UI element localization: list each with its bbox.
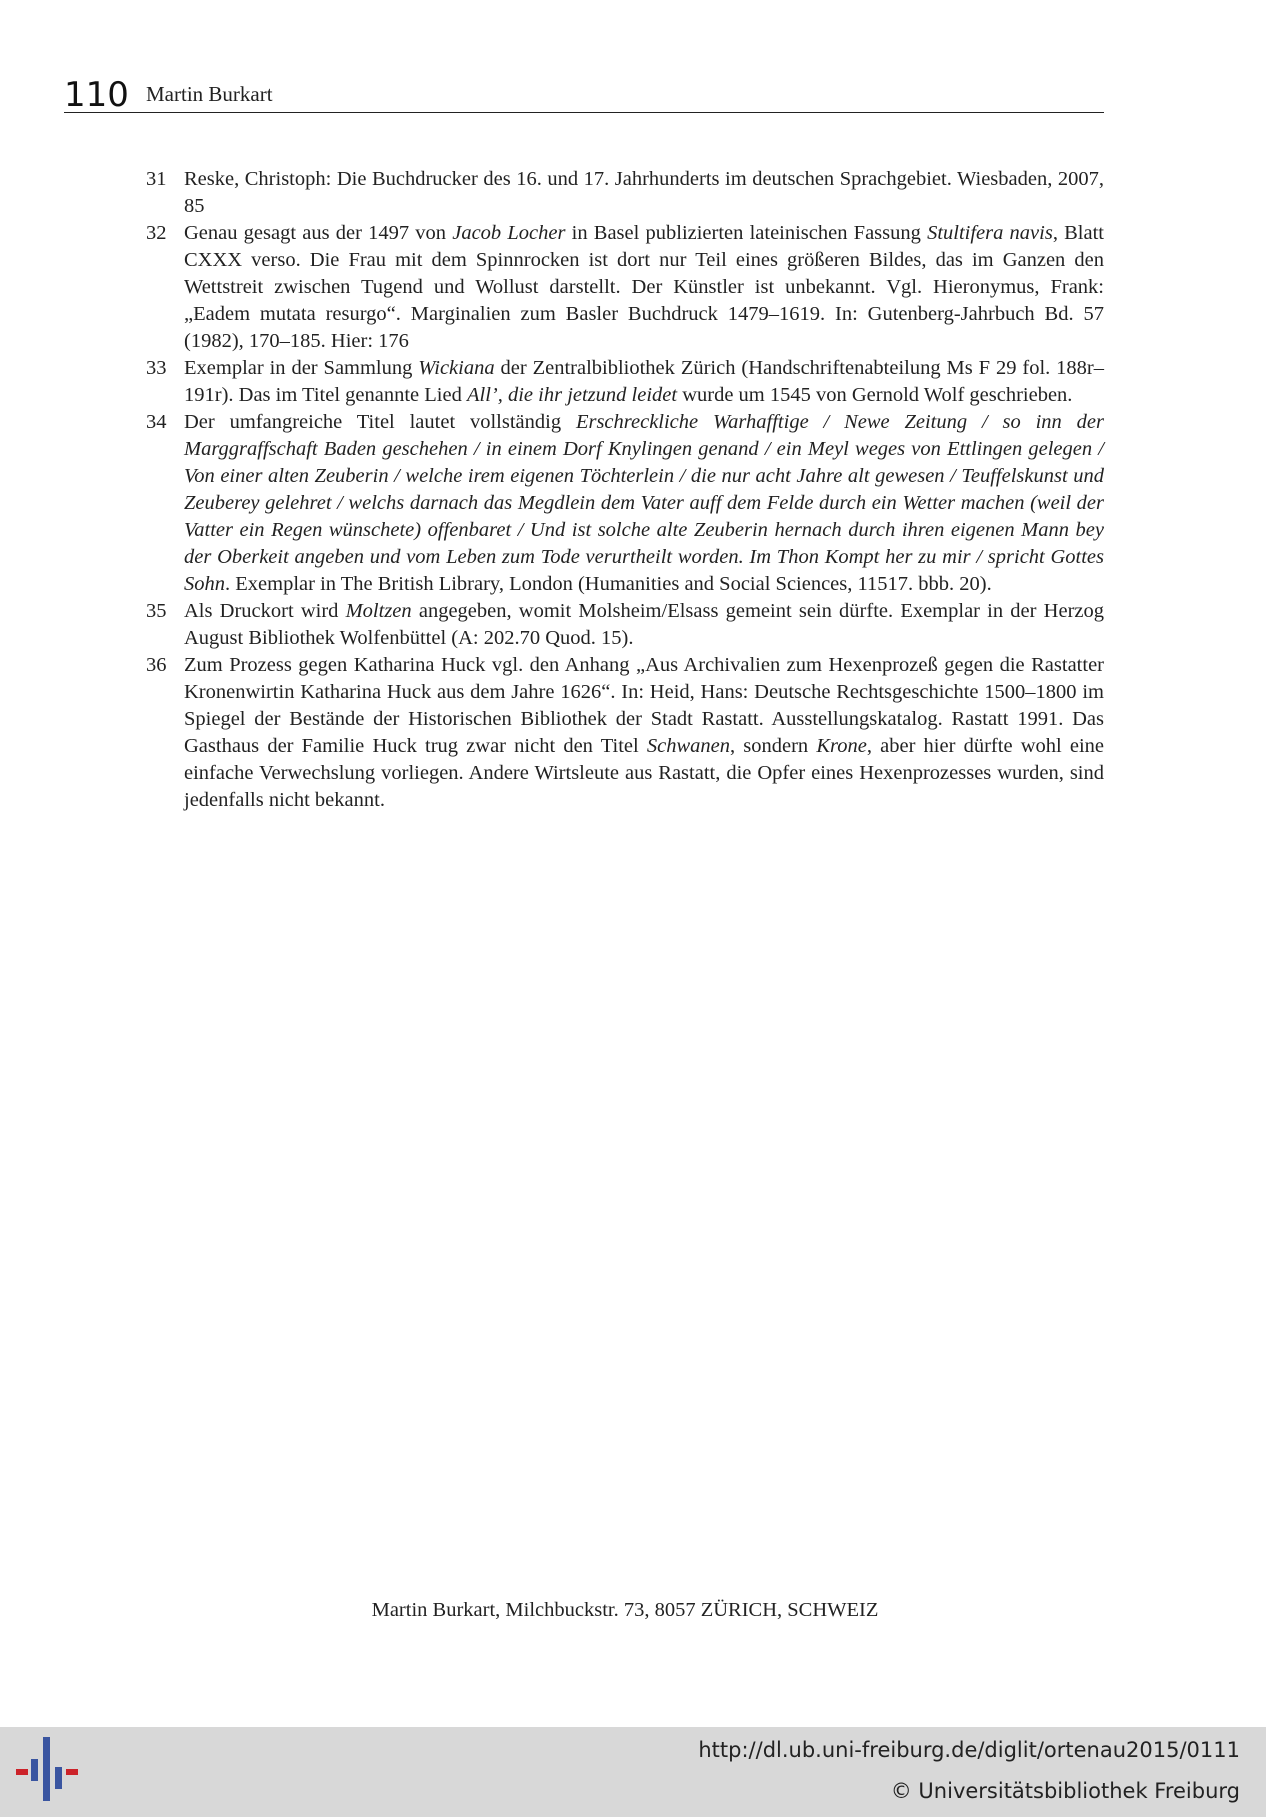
footnote-segment: der Zentralbibliothek Zürich (Handschriftenabteilung Ms F 29 fol. 188r–191r). Das im Titel genannte Lied	[184, 357, 1104, 406]
footnote-number: 31	[146, 168, 167, 190]
running-head: Martin Burkart	[146, 82, 273, 106]
footnote-number: 35	[146, 600, 167, 622]
footnote-segment: . Exemplar in The British Library, London (Humanities and Social Sciences, 11517. bbb. 20).	[225, 573, 992, 595]
ub-freiburg-logo-icon[interactable]	[16, 1737, 78, 1801]
footnote-segment: Der umfangreiche Titel lautet vollständig	[184, 411, 576, 433]
footnote-text	[184, 652, 1104, 814]
footnote-italic-segment: Jacob Locher	[452, 222, 566, 244]
footnote-segment: , aber hier dürfte wohl eine einfache Verwechslung vorliegen. Andere Wirtsleute aus Rastatt, die Opfer eines Hexenprozesses wurden, sind jedenfalls nicht bekannt.	[184, 735, 1105, 811]
footnote-32	[146, 220, 1104, 355]
footnote-segment: Zum Prozess gegen Katharina Huck vgl. den Anhang „Aus Archivalien zum Hexenprozeß gegen die Rastatter Kronenwirtin Katharina Huck aus dem Jahre 1626“. In: Heid, Hans: Deutsche Rechtsgeschichte 1500–1800 im Spiegel der Bestände der Historischen Bibliothek der Stadt Rastatt. Ausstellungskatalog. Rastatt 1991. Das Gasthaus der Familie Huck trug zwar nicht den Titel	[184, 654, 1104, 757]
footnote-number: 33	[146, 357, 167, 379]
footnote-segment: in Basel publizierten lateinischen Fassung	[565, 222, 928, 244]
footnote-number: 34	[146, 411, 167, 433]
footnote-31	[146, 166, 1104, 220]
page-header	[64, 76, 1104, 113]
footnote-33	[146, 355, 1104, 409]
footnote-text	[184, 166, 1104, 220]
footnote-segment: angegeben, womit Molsheim/Elsass gemeint sein dürfte. Exemplar in der Herzog August Bibliothek Wolfenbüttel (A: 202.70 Quod. 15).	[184, 600, 1104, 649]
author-address: Martin Burkart, Milchbuckstr. 73, 8057 ZÜRICH, SCHWEIZ	[371, 1599, 879, 1621]
footnote-35	[146, 598, 1104, 652]
footnote-segment: Exemplar in der Sammlung	[184, 357, 419, 379]
page-number: 110	[64, 75, 129, 115]
copyright-notice: © Universitätsbibliothek Freiburg	[890, 1779, 1240, 1803]
footnote-text	[184, 598, 1104, 652]
footnote-italic-segment: All’, die ihr jetzund leidet	[466, 384, 678, 406]
source-url-link[interactable]: http://dl.ub.uni-freiburg.de/diglit/ortenau2015/0111	[698, 1738, 1240, 1762]
footnote-segment: , sondern	[729, 735, 817, 757]
footnote-34	[146, 409, 1104, 598]
footnote-segment: wurde um 1545 von Gernold Wolf geschrieben.	[677, 384, 1073, 406]
footnote-italic-segment: Wickiana	[418, 357, 495, 379]
footnote-number: 32	[146, 222, 167, 244]
footer-bar	[0, 1727, 1266, 1817]
footnote-text	[184, 409, 1104, 598]
footnote-number: 36	[146, 654, 167, 676]
footnote-segment: Als Druckort wird	[184, 600, 346, 622]
footnote-segment: Genau gesagt aus der 1497 von	[184, 222, 453, 244]
footnote-italic-segment: Schwanen	[646, 735, 730, 757]
footnote-italic-segment: Erschreckliche Warhafftige / Newe Zeitung / so inn der Marggraffschaft Baden geschehen / in einem Dorf Knylingen genand / ein Meyl weges von Ettlingen gelegen / Von einer alten Zeuberin / welche irem eigenen Töchterlein / die nur acht Jahre alt gewesen / Teuffelskunst und Zeuberey gelehret / welchs darnach das Megdlein dem Vater auff dem Felde durch ein Wetter machen (weil der Vatter ein Regen wünschete) offenbaret / Und ist solche alte Zeuberin hernach durch ihren eigenen Mann bey der Oberkeit angeben und vom Leben zum Tode verurtheilt worden. Im Thon Kompt her zu mir / spricht Gottes Sohn	[184, 411, 1104, 595]
footnote-text	[184, 220, 1104, 355]
footnote-segment: Reske, Christoph: Die Buchdrucker des 16. und 17. Jahrhunderts im deutschen Sprachgebiet. Wiesbaden, 2007, 85	[184, 168, 1104, 217]
footnote-italic-segment: Moltzen	[345, 600, 412, 622]
footnote-italic-segment: Stultifera navis	[927, 222, 1053, 244]
footnote-italic-segment: Krone	[816, 735, 867, 757]
footnote-36	[146, 652, 1104, 814]
footnotes	[146, 166, 1104, 814]
footnote-text	[184, 355, 1104, 409]
footnote-segment: , Blatt CXXX verso. Die Frau mit dem Spinnrocken ist dort nur Teil eines größeren Bildes, das im Ganzen den Wettstreit zwischen Tugend und Wollust darstellt. Der Künstler ist unbekannt. Vgl. Hieronymus, Frank: „Eadem mutata resurgo“. Marginalien zum Basler Buchdruck 1479–1619. In: Gutenberg-Jahrbuch Bd. 57 (1982), 170–185. Hier: 176	[184, 222, 1104, 352]
